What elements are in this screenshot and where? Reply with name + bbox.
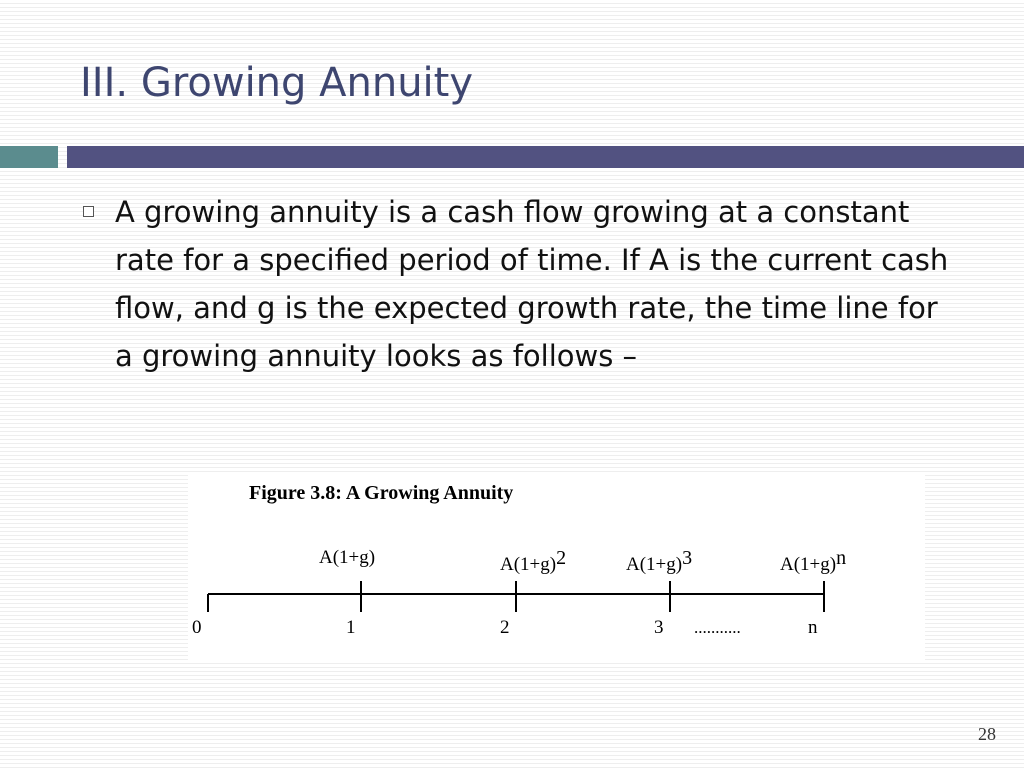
period-label-2: 2 — [500, 617, 510, 638]
cash-flow-label-3: A(1+g)3 — [626, 547, 693, 575]
timeline-diagram — [188, 472, 925, 660]
page-number: 28 — [978, 724, 996, 744]
slide-title: III. Growing Annuity — [80, 60, 474, 106]
bullet-square-icon — [83, 206, 94, 217]
cash-flow-label-n: A(1+g)n — [780, 547, 847, 575]
cash-flow-label-1: A(1+g) — [319, 547, 376, 568]
timeline-figure — [188, 472, 925, 660]
period-label-1: 1 — [346, 617, 356, 638]
figure-caption: Figure 3.8: A Growing Annuity — [249, 482, 514, 504]
period-ellipsis: ........... — [694, 618, 741, 637]
accent-bar-purple — [67, 146, 1024, 168]
period-label-3: 3 — [654, 617, 664, 638]
bullet-text: A growing annuity is a cash flow growing at a constant rate for a specified period of time. If A is the current cash flow, and g is the expected growth rate, the time line for a growing annuity looks as follows – — [115, 195, 949, 373]
period-label-0: 0 — [192, 617, 202, 638]
period-label-n: n — [808, 617, 818, 638]
accent-bar-teal — [0, 146, 58, 168]
cash-flow-label-2: A(1+g)2 — [500, 547, 567, 575]
